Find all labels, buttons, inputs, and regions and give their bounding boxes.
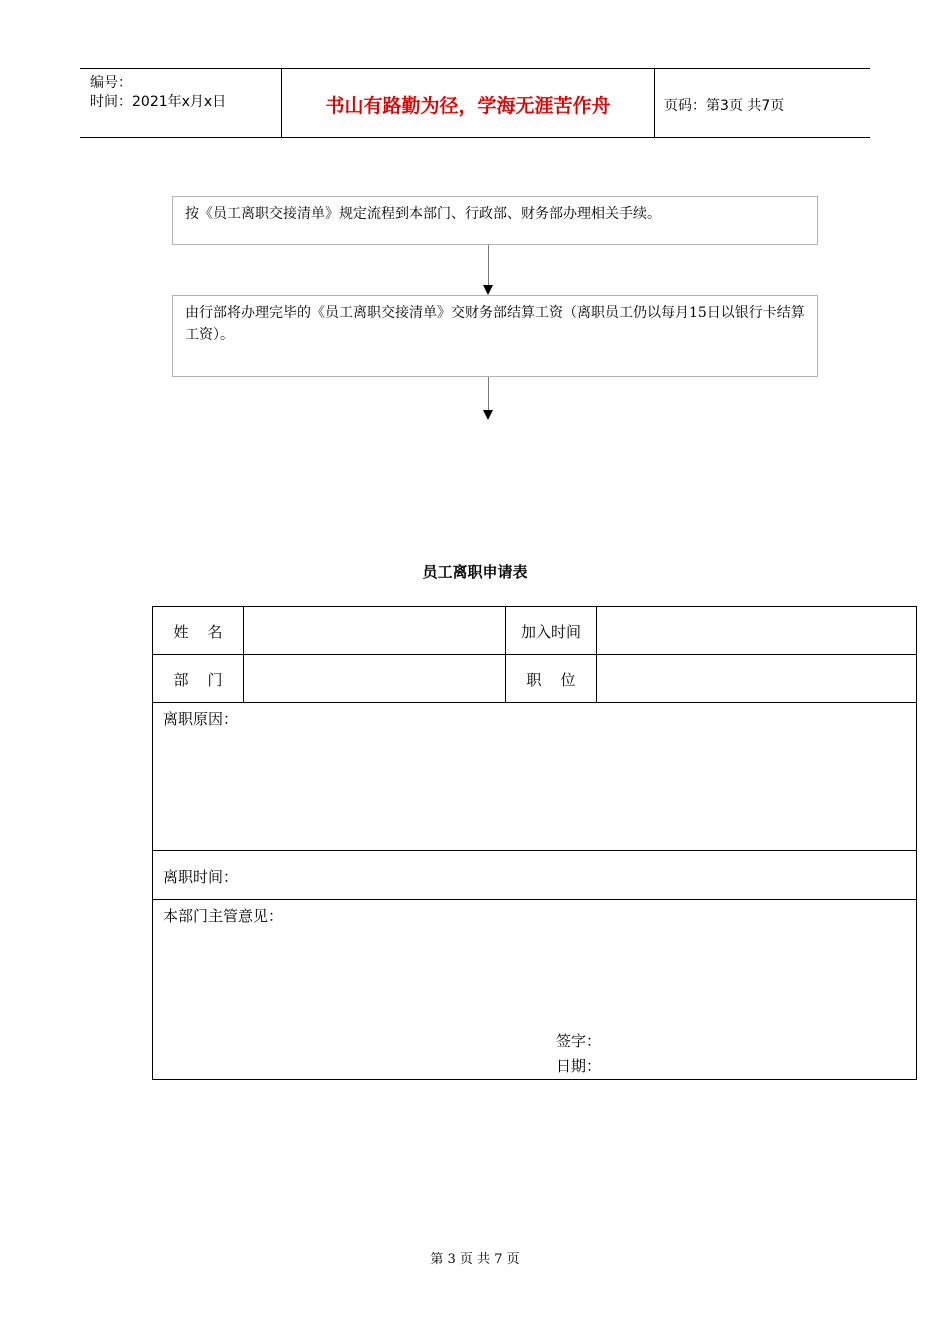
- flow-step-2-text: 由行部将办理完毕的《员工离职交接清单》交财务部结算工资（离职员工仍以每月15日以银行卡结算工资）。: [185, 305, 805, 343]
- flow-step-1-text: 按《员工离职交接清单》规定流程到本部门、行政部、财务部办理相关手续。: [185, 206, 661, 222]
- row-divider: [153, 702, 916, 703]
- flow-step-1: [172, 196, 818, 245]
- position-field[interactable]: [597, 655, 916, 702]
- header-page-number: 页码：第3页 共7页: [664, 98, 785, 114]
- flow-connector-1: [488, 245, 489, 285]
- reason-label: 离职原因：: [163, 710, 239, 728]
- header-center-cell: [282, 69, 655, 137]
- reason-field[interactable]: [153, 731, 916, 849]
- name-field[interactable]: [244, 607, 505, 654]
- flow-connector-2: [488, 377, 489, 410]
- flow-step-2: [172, 295, 818, 377]
- document-header: [80, 68, 870, 138]
- header-left-cell: [80, 69, 282, 137]
- department-field[interactable]: [244, 655, 505, 702]
- date-label: 日期：: [556, 1057, 602, 1075]
- header-number: 编号：: [90, 75, 132, 91]
- position-label: 职 位: [526, 671, 576, 689]
- arrow-down-icon: [483, 285, 493, 295]
- signature-label: 签字：: [556, 1032, 602, 1050]
- row-divider: [153, 850, 916, 851]
- header-right-cell: [655, 69, 870, 137]
- leave-time-label: 离职时间：: [163, 868, 239, 886]
- join-time-label: 加入时间: [520, 623, 581, 641]
- header-time: 时间：2021年x月x日: [90, 94, 227, 110]
- department-label: 部 门: [173, 671, 223, 689]
- name-label: 姓 名: [173, 623, 223, 641]
- resignation-form: [152, 606, 917, 1080]
- arrow-down-icon: [483, 410, 493, 420]
- supervisor-opinion-label: 本部门主管意见：: [163, 907, 284, 925]
- page-footer: 第 3 页 共 7 页: [430, 1252, 520, 1267]
- form-title: 员工离职申请表: [422, 563, 528, 581]
- row-divider: [153, 899, 916, 900]
- header-motto: 书山有路勤为径，学海无涯苦作舟: [325, 95, 611, 117]
- join-time-field[interactable]: [597, 607, 916, 654]
